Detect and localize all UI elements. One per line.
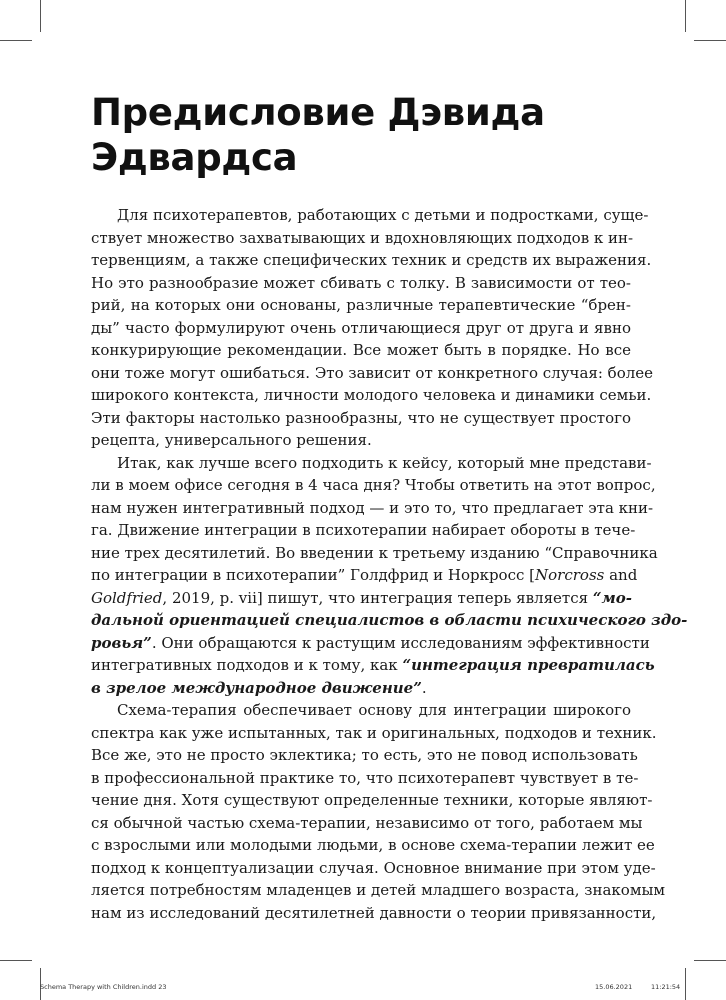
chapter-title-line: Эдвардса — [91, 136, 298, 179]
emphasis-quote: в зрелое международное движение” — [91, 678, 422, 697]
print-slug — [0, 983, 726, 997]
chapter-title-line: Предисловие Дэвида — [91, 91, 545, 134]
text-line: ние трех десятилетий. Во введении к третьему изданию “Справочника — [91, 543, 658, 562]
crop-mark — [40, 0, 41, 32]
text-line: Итак, как лучше всего подходить к кейсу, который мне представи- — [117, 453, 652, 472]
text-line: ли в моем офисе сегодня в 4 часа дня? Чтобы ответить на этот вопрос, — [91, 476, 656, 494]
text-line: Все же, это не просто эклектика; то есть, это не повод использовать — [91, 746, 638, 764]
emphasis-quote: “мо- — [592, 588, 632, 607]
text-line: в профессиональной практике то, что психотерапевт чувствует в те- — [91, 768, 639, 787]
text-line: широкого контекста, личности молодого человека и динамики семьи. — [91, 386, 652, 404]
emphasis-quote: дальной ориентацией специалистов в области психического здо- — [91, 611, 688, 629]
text-line: чение дня. Хотя существуют определенные техники, которые являют- — [91, 791, 653, 809]
citation-author: Norcross — [535, 566, 605, 584]
crop-mark — [0, 960, 32, 961]
text-line: Goldfried, 2019, p. vii] пишут, что интеграция теперь является “мо- — [91, 588, 632, 607]
slug-date: 15.06.2021 — [595, 983, 633, 991]
text-line: по интеграции в психотерапии” Голдфрид и Норкросс [Norcross and — [91, 566, 638, 584]
text-line: га. Движение интеграции в психотерапии набирает обороты в тече- — [91, 521, 636, 539]
text-line: рий, на которых они основаны, различные терапевтические “брен- — [91, 296, 631, 314]
slug-time: 11:21:54 — [651, 983, 681, 991]
text-line: нам из исследований десятилетней давности о теории привязанности, — [91, 903, 657, 922]
emphasis-quote: ровья” — [91, 633, 152, 652]
text-line: нам нужен интегративный подход — и это то, что предлагает эта кни- — [91, 498, 654, 517]
text-line: ся обычной частью схема-терапии, независимо от того, работаем мы — [91, 813, 643, 832]
text-line: они тоже могут ошибаться. Это зависит от конкретного случая: более — [91, 363, 654, 382]
text-line: Для психотерапевтов, работающих с детьми и подростками, суще- — [117, 206, 649, 224]
text-line: ды” часто формулируют очень отличающиеся друг от друга и явно — [91, 318, 631, 337]
text-line: спектра как уже испытанных, так и оригинальных, подходов и техник. — [91, 723, 657, 742]
crop-mark — [694, 40, 726, 41]
text-line: тервенциям, а также специфических техник и средств их выражения. — [91, 251, 652, 269]
text-line: интегративных подходов и к тому, как “интеграция превратилась — [91, 656, 655, 674]
text-line — [91, 609, 688, 632]
crop-mark — [0, 40, 32, 41]
text-line: конкурирующие рекомендации. Все может быть в порядке. Но все — [91, 341, 631, 359]
citation-author: Goldfried — [91, 588, 163, 607]
text-line: Но это разнообразие может сбивать с толку. В зависимости от тео- — [91, 273, 631, 292]
text-line: с взрослыми или молодыми людьми, в основе схема-терапии лежит ее — [91, 836, 655, 854]
text-line: ровья”. Они обращаются к растущим исследованиям эффективности — [91, 633, 650, 652]
text-line: Эти факторы настолько разнообразны, что не существует простого — [91, 408, 631, 427]
crop-mark — [685, 0, 686, 32]
text-line: Схема-терапия обеспечивает основу для интеграции широкого — [117, 701, 631, 719]
text-line: ляется потребностям младенцев и детей младшего возраста, знакомым — [91, 881, 666, 899]
body-text — [91, 204, 688, 924]
slug-filename: Schema Therapy with Children.indd 23 — [40, 983, 167, 991]
text-line: рецепта, универсального решения. — [91, 431, 372, 449]
chapter-title — [91, 90, 651, 180]
emphasis-quote: “интеграция превратилась — [402, 656, 655, 674]
text-line: ствует множество захватывающих и вдохновляющих подходов к ин- — [91, 228, 634, 247]
crop-mark — [694, 960, 726, 961]
text-line: в зрелое международное движение”. — [91, 678, 427, 697]
text-line: подход к концептуализации случая. Основное внимание при этом уде- — [91, 858, 656, 877]
